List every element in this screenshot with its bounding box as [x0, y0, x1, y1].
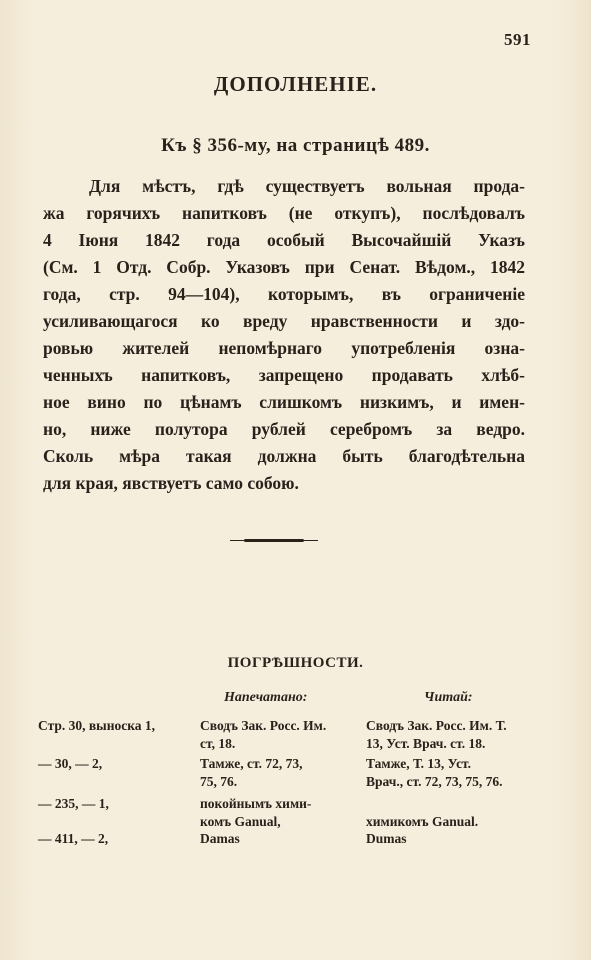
errata-printed — [200, 795, 360, 831]
errata-printed-line: комъ Ganual, — [200, 814, 281, 829]
errata-read-line: Dumas — [366, 831, 407, 846]
body-line: жа горячихъ напитковъ (не откупъ), послѣдовалъ — [43, 203, 525, 223]
errata-location: — 30, — 2, — [38, 756, 103, 771]
section-heading: ДОПОЛНЕНІЕ. — [213, 72, 378, 96]
body-line: (См. 1 Отд. Собр. Указовъ при Сенат. Вѣдом., 1842 — [43, 257, 525, 277]
errata-read — [366, 830, 526, 848]
errata-printed-line: покойнымъ хими- — [200, 796, 312, 811]
errata-location: — 235, — 1, — [38, 796, 109, 811]
errata-column-printed: Напечатано: — [224, 690, 308, 705]
body-line: ченныхъ напитковъ, запрещено продавать хлѣб- — [43, 365, 525, 385]
errata-read — [366, 795, 526, 831]
errata-read-line: Тамже, Т. 13, Уст. — [366, 756, 472, 771]
errata-printed — [200, 755, 360, 791]
errata-read — [366, 717, 526, 753]
errata-printed-line: Тамже, ст. 72, 73, — [200, 756, 303, 771]
errata-read-line: химикомъ Ganual. — [366, 814, 479, 829]
errata-printed-line: Damas — [200, 831, 240, 846]
errata-title: ПОГРѢШНОСТИ. — [227, 655, 364, 671]
body-line: 4 Іюня 1842 года особый Высочайшій Указъ — [43, 230, 525, 250]
errata-printed — [200, 717, 360, 753]
body-line: для края, явствуетъ само собою. — [43, 473, 299, 493]
errata-column-read: Читай: — [424, 690, 473, 705]
errata-location: — 411, — 2, — [38, 831, 109, 846]
errata-read-line: Врач., ст. 72, 73, 75, 76. — [366, 774, 503, 789]
errata-read-line: 13, Уст. Врач. ст. 18. — [366, 736, 486, 751]
body-line: года, стр. 94—104), которымъ, въ ограниченіе — [43, 284, 525, 304]
body-line: но, ниже полутора рублей серебромъ за ведро. — [43, 419, 525, 439]
ornamental-divider — [244, 539, 304, 542]
body-paragraph — [43, 173, 525, 497]
body-line: ровью жителей непомѣрнаго употребленія озна- — [43, 338, 525, 358]
errata-printed-line: Сводъ Зак. Росс. Им. — [200, 718, 327, 733]
errata-read — [366, 755, 526, 791]
page-number: 591 — [504, 30, 531, 49]
body-line: Для мѣстъ, гдѣ существуетъ вольная прода- — [89, 176, 525, 196]
body-line: усиливающагося ко вреду нравственности и здо- — [43, 311, 525, 331]
body-line: ное вино по цѣнамъ слишкомъ низкимъ, и имен- — [43, 392, 525, 412]
errata-location: Стр. 30, выноска 1, — [38, 718, 156, 733]
errata-printed-line: 75, 76. — [200, 774, 238, 789]
section-subheading: Къ § 356-му, на страницѣ 489. — [161, 135, 430, 156]
errata-printed — [200, 830, 360, 848]
errata-printed-line: ст, 18. — [200, 736, 236, 751]
body-line: Сколь мѣра такая должна быть благодѣтельна — [43, 446, 525, 466]
errata-read-line: Сводъ Зак. Росс. Им. Т. — [366, 718, 507, 733]
